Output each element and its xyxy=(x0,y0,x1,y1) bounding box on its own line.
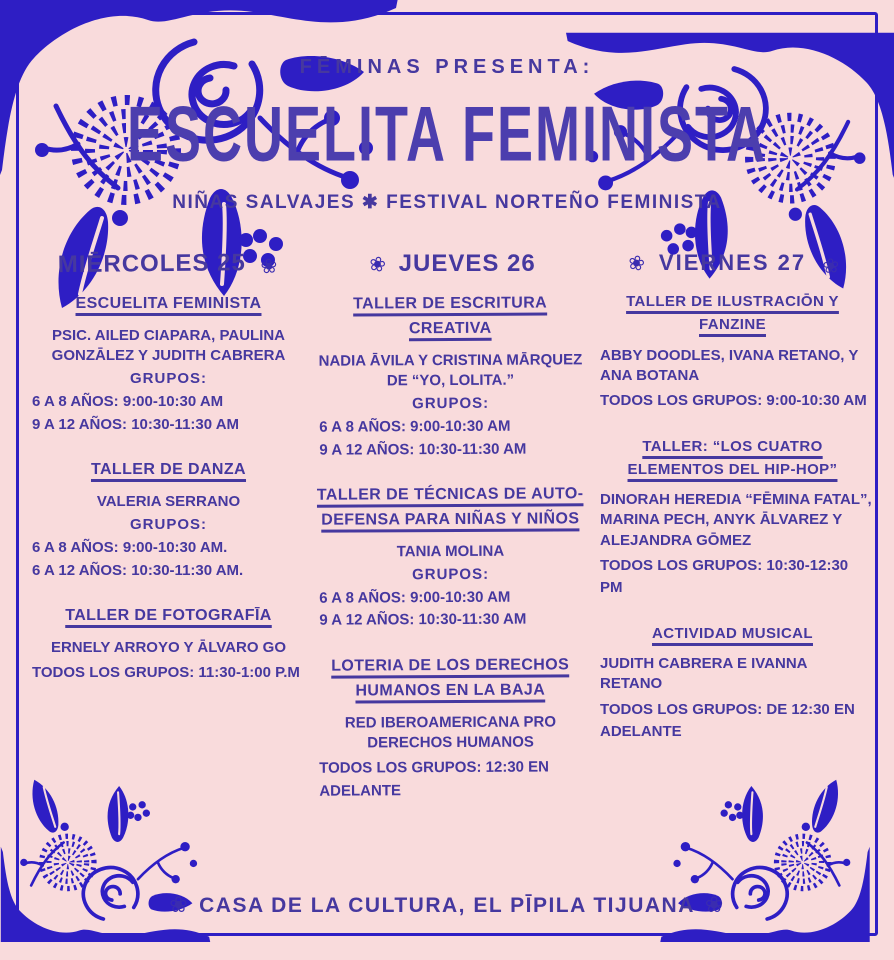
event-facilitators: ERNELY ARROYO Y ĀLVARO GO xyxy=(50,639,287,657)
event-schedule-line: 6 A 8 AÑOS: 9:00-10:30 AM xyxy=(319,588,511,607)
event-facilitators: NADIA ĀVILA Y CRISTINA MĀRQUEZ DE “YO, LOLITA.” xyxy=(318,350,583,390)
event-title: TALLER DE ESCRITURA CREATIVA xyxy=(353,294,548,338)
event-title: TALLER DE FOTOGRAFĪA xyxy=(65,607,272,625)
day-column-viernes xyxy=(590,244,875,824)
flower-sprig-icon: ❀ xyxy=(625,251,649,277)
event-schedule-line: 9 A 12 AÑOS: 10:30-11:30 AM xyxy=(32,415,240,433)
event-title: TALLER DE ILUSTRACIŌN Y FANZINE xyxy=(626,293,839,334)
venue-footer xyxy=(0,892,894,918)
event-title: TALLER DE DANZA xyxy=(90,461,247,479)
day-column-miercoles xyxy=(26,244,311,824)
event-groups-label: GRUPOS: xyxy=(129,370,207,388)
event-escuelita-feminista xyxy=(28,292,309,436)
event-taller-danza xyxy=(28,458,309,582)
day-header-jueves xyxy=(313,250,588,278)
event-autodefensa xyxy=(315,482,587,632)
day-header-miercoles xyxy=(26,249,311,280)
flower-icon: ❀ xyxy=(169,892,190,917)
event-schedule-line: 6 A 8 AÑOS: 9:00-10:30 AM xyxy=(32,393,224,411)
poster-header xyxy=(0,0,894,214)
event-title: TALLER DE TÉCNICAS DE AUTO-DEFENSA PARA NIÑAS Y NIÑOS xyxy=(316,485,584,529)
event-facilitators: TANIA MOLINA xyxy=(396,542,505,560)
event-schedule-line: 6 A 12 AÑOS: 10:30-11:30 AM. xyxy=(32,561,244,579)
event-groups-label: GRUPOS: xyxy=(412,565,490,584)
event-facilitators: VALERIA SERRANO xyxy=(96,493,241,511)
presenter-line: FĒMINAS PRESENTA: xyxy=(299,56,595,78)
event-title: TALLER: “LOS CUATRO ELEMENTOS DEL HIP-HOP” xyxy=(627,437,838,478)
schedule-columns xyxy=(0,214,894,824)
poster-subtitle: NIÑAS SALVAJES ✱ FESTIVAL NORTEÑO FEMINISTA xyxy=(172,192,722,213)
flower-icon: ❀ xyxy=(704,892,725,917)
event-facilitators: RED IBEROAMERICANA PRO DERECHOS HUMANOS xyxy=(344,712,557,752)
event-schedule-line: 6 A 8 AÑOS: 9:00-10:30 AM. xyxy=(32,539,228,557)
event-facilitators: DINORAH HEREDIA “FĒMINA FATAL”, MARINA PECH, ANYK ĀLVAREZ Y ALEJANDRA GŌMEZ xyxy=(600,491,872,549)
event-taller-fotografia xyxy=(28,604,309,685)
event-cuatro-elementos-hiphop xyxy=(592,435,873,600)
event-facilitators: PSIC. AILED CIAPARA, PAULINA GONZĀLEZ Y JUDITH CABRERA xyxy=(51,326,286,365)
event-facilitators: ABBY DOODLES, IVANA RETANO, Y ANA BOTANA xyxy=(600,346,859,384)
day-column-jueves xyxy=(313,244,588,824)
event-facilitators: JUDITH CABRERA E IVANNA RETANO xyxy=(600,655,807,693)
event-loteria-derechos xyxy=(315,653,587,803)
event-schedule-line: 9 A 12 AÑOS: 10:30-11:30 AM xyxy=(319,440,527,459)
event-schedule-line: TODOS LOS GRUPOS: 11:30-1:00 P.M xyxy=(32,664,300,682)
day-label: VIERNES 27 xyxy=(658,250,807,275)
event-actividad-musical xyxy=(592,622,873,744)
day-header-viernes xyxy=(590,250,875,281)
day-label: MIĒRCOLES 25 xyxy=(57,249,246,279)
venue-text: CASA DE LA CULTURA, EL PĪPILA TIJUANA xyxy=(199,894,695,917)
event-groups-label: GRUPOS: xyxy=(412,394,490,413)
flower-sprig-icon: ❀ xyxy=(254,252,283,281)
event-schedule-line: TODOS LOS GRUPOS: 9:00-10:30 AM xyxy=(600,392,867,409)
event-schedule-line: 9 A 12 AÑOS: 10:30-11:30 AM xyxy=(319,611,527,630)
event-schedule-line: 6 A 8 AÑOS: 9:00-10:30 AM xyxy=(319,417,511,436)
event-escritura-creativa xyxy=(315,291,587,462)
flower-sprig-icon: ❀ xyxy=(367,252,389,278)
event-schedule-line: TODOS LOS GRUPOS: 12:30 EN ADELANTE xyxy=(319,758,550,800)
day-label: JUEVES 26 xyxy=(398,250,536,277)
event-title: LOTERIA DE LOS DERECHOS HUMANOS EN LA BAJA xyxy=(331,656,570,700)
event-title: ESCUELITA FEMINISTA xyxy=(75,295,262,312)
event-schedule-line: TODOS LOS GRUPOS: 10:30-12:30 PM xyxy=(600,556,849,597)
poster-title: ESCUELITA FEMINISTA xyxy=(127,90,767,178)
flower-sprig-icon: ❀ xyxy=(815,251,845,281)
event-groups-label: GRUPOS: xyxy=(129,516,207,534)
event-ilustracion-fanzine xyxy=(592,290,873,413)
event-title: ACTIVIDAD MUSICAL xyxy=(652,624,813,642)
event-schedule-line: TODOS LOS GRUPOS: DE 12:30 EN ADELANTE xyxy=(600,700,855,740)
